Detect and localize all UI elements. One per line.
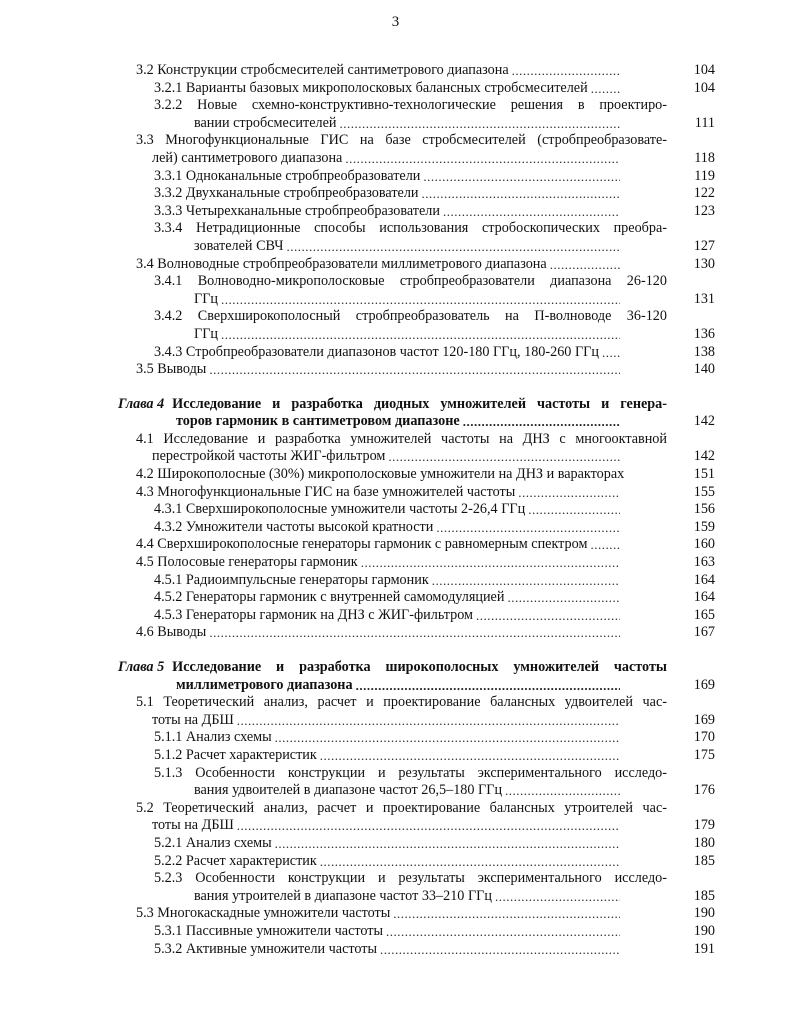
toc-entry-4-3-1 <box>154 501 715 519</box>
leader-dots <box>495 888 620 906</box>
leader-dots <box>320 747 620 765</box>
toc-entry-ch4 <box>118 395 715 431</box>
toc-entry-5-2-1 <box>154 834 715 853</box>
toc-page-number: 156 <box>693 501 715 518</box>
toc-entry-4-3-2 <box>154 518 715 537</box>
toc-page-number: 169 <box>693 711 715 728</box>
toc-page-number: 185 <box>693 887 715 904</box>
leader-dots <box>287 238 620 256</box>
toc-page-number: 123 <box>693 202 715 219</box>
toc-entry-text: 3.3.1 Одноканальные стробпреобразователи <box>154 167 421 184</box>
leader-dots <box>528 501 620 519</box>
toc-entry-text: 5.2.2 Расчет характеристик <box>154 852 317 869</box>
toc-page-number: 159 <box>693 518 715 535</box>
toc-entry-text: вании стробсмесителей <box>194 114 337 131</box>
toc-entry-3-3-3 <box>154 202 715 221</box>
leader-dots <box>345 150 620 168</box>
leader-dots <box>221 326 620 344</box>
toc-entry-text: 3.3.3 Четырехканальные стробпреобразователи <box>154 202 440 219</box>
toc-entry-5-2-2 <box>154 852 715 871</box>
toc-entry-3-4-2 <box>154 308 715 343</box>
toc-entry-3-4-3 <box>154 343 715 362</box>
toc-entry-text: торов гармоник в сантиметровом диапазоне <box>176 413 460 430</box>
toc-page-number: 176 <box>693 782 715 799</box>
leader-dots <box>209 624 620 642</box>
toc-entry-text: тоты на ДБШ <box>152 711 234 728</box>
toc-entry-ch5 <box>118 659 715 694</box>
toc-entry-3-2-1 <box>154 79 715 98</box>
toc-entry-3-3 <box>136 132 715 167</box>
toc-page-number: 131 <box>693 290 715 307</box>
toc-page-number: 151 <box>693 466 715 483</box>
toc-entry-text: 4.5 Полосовые генераторы гармоник <box>136 554 358 571</box>
leader-dots <box>380 941 620 959</box>
leader-dots <box>275 729 620 747</box>
leader-dots <box>388 448 620 466</box>
toc-entry-text: 5.1 Теоретический анализ, расчет и проектирование балансных удвоителей час- <box>136 694 667 711</box>
toc-entry-text: лей) сантиметрового диапазона <box>152 149 343 166</box>
toc-entry-text: 4.5.2 Генераторы гармоник с внутренней самомодуляцией <box>154 589 505 606</box>
toc-entry-text: 3.5 Выводы <box>136 361 207 378</box>
toc-entry-3-4 <box>136 255 715 274</box>
toc-entry-5-3 <box>136 905 715 923</box>
toc-entry-text: 4.5.1 Радиоимпульсные генераторы гармоник <box>154 571 429 588</box>
toc-page-number: 180 <box>693 834 715 851</box>
toc-page-number: 127 <box>693 237 715 254</box>
toc-entry-text: 3.4.3 Стробпреобразователи диапазонов частот 120-180 ГГц, 180-260 ГГц <box>154 343 599 360</box>
leader-dots <box>221 291 620 309</box>
toc-entry-text: ГГц <box>194 290 218 307</box>
toc-entry-4-5-3 <box>154 606 715 625</box>
leader-dots <box>422 185 621 203</box>
toc-entry-text: 3.3.2 Двухканальные стробпреобразователи <box>154 185 419 202</box>
toc-entry-text: 4.6 Выводы <box>136 624 207 641</box>
toc-entry-3-3-2 <box>154 185 715 203</box>
toc-entry-4-3 <box>136 483 715 502</box>
toc-entry-text: вания удвоителей в диапазоне частот 26,5–180 ГГц <box>194 782 503 799</box>
toc-entry-3-3-4 <box>154 220 715 255</box>
leader-dots <box>476 607 620 625</box>
toc-entry-text: 3.2 Конструкции стробсмесителей сантиметрового диапазона <box>136 62 509 78</box>
toc-entry-3-2 <box>136 62 715 80</box>
leader-dots <box>443 203 620 221</box>
table-of-contents <box>0 62 791 958</box>
leader-dots <box>591 80 620 98</box>
toc-entry-text: 4.3.2 Умножители частоты высокой кратности <box>154 518 434 535</box>
leader-dots <box>393 905 620 923</box>
toc-entry-4-5 <box>136 554 715 572</box>
toc-page-number: 136 <box>693 325 715 342</box>
toc-page-number: 118 <box>694 149 715 166</box>
toc-page-number: 140 <box>693 361 715 378</box>
toc-page-number: 191 <box>693 940 715 957</box>
page-number: 3 <box>391 14 400 30</box>
toc-page-number: 142 <box>693 413 715 430</box>
leader-dots <box>237 817 620 835</box>
toc-entry-5-2 <box>136 799 715 835</box>
toc-page-number: 170 <box>693 729 715 746</box>
toc-entry-4-4 <box>136 536 715 554</box>
leader-dots <box>432 572 620 590</box>
toc-page-number: 163 <box>693 554 715 571</box>
toc-entry-text: 5.1.3 Особенности конструкции и результаты экспериментального исследо- <box>154 764 667 781</box>
toc-entry-5-3-1 <box>154 922 715 941</box>
toc-entry-text: вания утроителей в диапазоне частот 33–210 ГГц <box>194 887 492 904</box>
toc-entry-text: 5.1.2 Расчет характеристик <box>154 746 317 763</box>
toc-page-number: 167 <box>693 624 715 641</box>
toc-entry-text: 4.5.3 Генераторы гармоник на ДНЗ с ЖИГ-фильтром <box>154 606 474 623</box>
toc-page-number: 104 <box>693 79 715 96</box>
toc-entry-3-3-1 <box>154 167 715 186</box>
section-gap <box>0 379 791 396</box>
toc-entry-text: перестройкой частоты ЖИГ-фильтром <box>152 448 386 465</box>
toc-entry-5-1-3 <box>154 764 715 800</box>
leader-dots <box>356 677 620 695</box>
leader-dots <box>320 853 620 871</box>
toc-entry-text: тоты на ДБШ <box>152 817 234 834</box>
toc-entry-text: Исследование и разработка диодных умножителей частоты и генера- <box>172 395 667 412</box>
toc-entry-3-2-2 <box>154 97 715 132</box>
toc-entry-text: миллиметрового диапазона <box>176 676 353 693</box>
toc-entry-text: зователей СВЧ <box>194 237 284 254</box>
toc-entry-text: 5.3.1 Пассивные умножители частоты <box>154 922 384 939</box>
toc-page-number: 165 <box>693 606 715 623</box>
leader-dots <box>550 256 620 274</box>
leader-dots <box>423 168 620 186</box>
toc-entry-5-2-3 <box>154 870 715 905</box>
toc-page-number: 111 <box>694 114 715 131</box>
toc-entry-5-1-2 <box>154 746 715 765</box>
toc-page-number: 160 <box>693 536 715 553</box>
leader-dots <box>209 361 620 379</box>
leader-dots <box>512 62 620 80</box>
toc-page-number: 130 <box>693 255 715 272</box>
leader-dots <box>602 344 620 362</box>
toc-entry-4-2 <box>136 466 715 484</box>
leader-dots <box>590 536 620 554</box>
leader-dots <box>518 484 620 502</box>
toc-entry-text: 3.4 Волноводные стробпреобразователи миллиметрового диапазона <box>136 255 547 272</box>
toc-entry-text: ГГц <box>194 325 218 342</box>
toc-page-number: 179 <box>693 817 715 834</box>
toc-entry-text: 3.3 Многофункциональные ГИС на базе стробсмесителей (стробпреобразовате- <box>136 132 667 149</box>
toc-entry-text: 4.3 Многофункциональные ГИС на базе умножителей частоты <box>136 483 516 500</box>
toc-entry-text: 3.4.2 Сверхширокополосный стробпреобразователь на П-волноводе 36-120 <box>154 308 667 325</box>
leader-dots <box>361 554 620 572</box>
toc-page-number: 175 <box>693 746 715 763</box>
toc-entry-text: 3.2.1 Варианты базовых микрополосковых балансных стробсмесителей <box>154 79 588 96</box>
toc-entry-text: 5.2 Теоретический анализ, расчет и проектирование балансных утроителей час- <box>136 799 667 816</box>
toc-entry-text: 3.2.2 Новые схемно-конструктивно-технологические решения в проектиро- <box>154 97 667 114</box>
toc-entry-text: 4.4 Сверхширокополосные генераторы гармоник с равномерным спектром <box>136 536 588 553</box>
toc-entry-text: 5.3 Многокаскадные умножители частоты <box>136 905 391 922</box>
toc-entry-text: 4.1 Исследование и разработка умножителей частоты на ДНЗ с многооктавной <box>136 430 667 447</box>
chapter-label: Глава 4 <box>118 395 165 412</box>
toc-entry-text: 5.3.2 Активные умножители частоты <box>154 940 378 957</box>
toc-page-number: 142 <box>693 448 715 465</box>
toc-page-number: 169 <box>693 676 715 693</box>
toc-page-number: 185 <box>693 852 715 869</box>
toc-entry-text: 5.2.1 Анализ схемы <box>154 834 272 851</box>
toc-entry-text: 4.2 Широкополосные (30%) микрополосковые умножители на ДНЗ и варакторах <box>136 466 625 483</box>
leader-dots <box>436 519 620 537</box>
leader-dots <box>275 835 620 853</box>
leader-dots <box>507 589 620 607</box>
toc-entry-4-5-1 <box>154 571 715 590</box>
toc-entry-5-1-1 <box>154 729 715 747</box>
toc-entry-text: 5.2.3 Особенности конструкции и результаты экспериментального исследо- <box>154 870 667 887</box>
toc-entry-text: 3.3.4 Нетрадиционные способы использования стробоскопических преобра- <box>154 220 667 237</box>
leader-dots <box>340 115 621 133</box>
toc-entry-5-3-2 <box>154 940 715 959</box>
leader-dots <box>386 923 620 941</box>
toc-entry-text: Исследование и разработка широкополосных умножителей частоты <box>172 659 667 675</box>
toc-entry-text: 3.4.1 Волноводно-микрополосковые стробпреобразователи диапазона 26-120 <box>154 273 667 290</box>
toc-entry-4-1 <box>136 430 715 466</box>
toc-entry-5-1 <box>136 694 715 729</box>
toc-entry-4-5-2 <box>154 589 715 607</box>
toc-page-number: 119 <box>694 167 715 184</box>
leader-dots <box>463 413 620 431</box>
toc-page-number: 164 <box>693 571 715 588</box>
toc-page-number: 138 <box>693 343 715 360</box>
toc-page-number: 190 <box>693 922 715 939</box>
leader-dots <box>505 782 620 800</box>
toc-page-number: 164 <box>693 589 715 606</box>
toc-entry-4-6 <box>136 624 715 642</box>
leader-dots <box>237 712 620 730</box>
toc-page-number: 122 <box>693 185 715 202</box>
toc-entry-3-4-1 <box>154 273 715 308</box>
section-gap <box>0 642 791 659</box>
toc-entry-3-5 <box>136 361 715 379</box>
chapter-label: Глава 5 <box>118 659 165 675</box>
toc-page-number: 190 <box>693 905 715 922</box>
toc-entry-text: 4.3.1 Сверхширокополосные умножители частоты 2-26,4 ГГц <box>154 501 526 518</box>
toc-page-number: 104 <box>693 62 715 78</box>
toc-entry-text: 5.1.1 Анализ схемы <box>154 729 272 746</box>
toc-page-number: 155 <box>693 483 715 500</box>
